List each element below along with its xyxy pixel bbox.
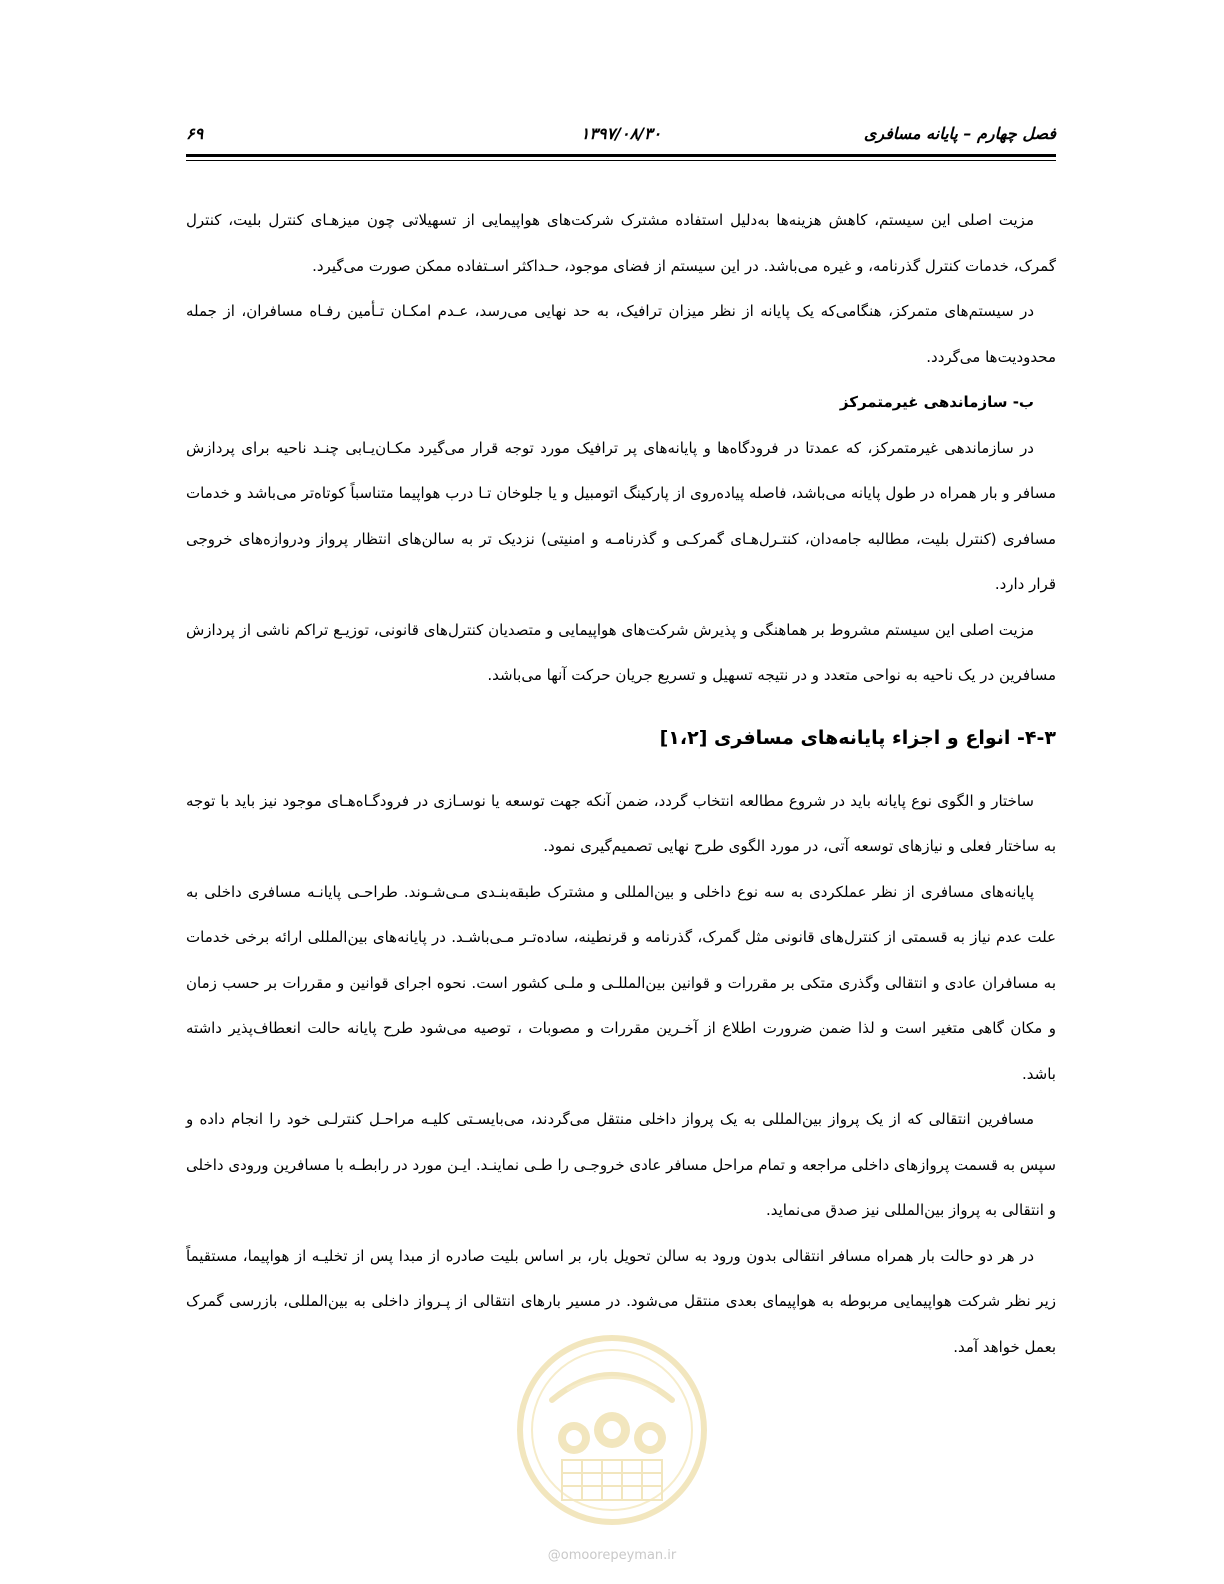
page-header [186,118,1056,154]
paragraph: در سیستم‌های متمرکز، هنگامی‌که یک پایانه از نظر میزان ترافیک، به حد نهایی می‌رسد، عـدم امکـان تـأمین رفـاه مسافران، از جمله محدودیت‌ها می‌گردد. [186,302,1056,366]
header-rule-thin [186,160,1056,161]
paragraph: مسافرین انتقالی که از یک پرواز بین‌المللی به یک پرواز داخلی منتقل می‌گردند، می‌بایسـتی کلیـه مراحـل کنترلـی خود را انجام داده و سپس به قسمت پروازهای داخلی مراجعه و تمام مراحل مسافر عادی خروجـی را طـی نماینـد. ایـن مورد در رابطـه با مسافرین ورودی داخلی و انتقالی به پرواز بین‌المللی نیز صدق می‌نماید. [186,1110,1056,1219]
chapter-title: فصل چهارم – پایانه مسافری [863,124,1056,143]
subheading: ب- سازماندهی غیرمتمرکز [839,393,1034,411]
section-title: ۴-۳- انواع و اجزاء پایانه‌های مسافری [۱،۲] [659,726,1056,749]
paragraph: مزیت اصلی این سیستم مشروط بر هماهنگی و پذیرش شرکت‌های هواپیمایی و متصدیان کنترل‌های قانونی، توزیـع تراکم ناشی از پردازش مسافرین در یک ناحیه به نواحی متعدد و در نتیجه تسهیل و تسریع جریان حرکت آنها می‌باشد. [186,620,1056,684]
document-body [186,198,1056,1370]
header-date: ۱۳۹۷/۰۸/۳۰ [580,124,662,143]
paragraph: در سازماندهی غیرمتمرکز، که عمدتا در فرودگاه‌ها و پایانه‌های پر ترافیک مورد توجه قرار می‌گیرد مکـان‌یـابی چنـد ناحیه برای پردازش مسافر و بار همراه در طول پایانه می‌باشد، فاصله پیاده‌روی از پارکینگ اتومبیل و یا جلوخان تـا درب هواپیما متناسباً کوتاه‌تر می‌باشد و خدمات مسافری (کنترل بلیت، مطالبه جامه‌دان، کنتـرل‌هـای گمرکـی و گذرنامـه و امنیتی) نزدیک تر به سالن‌های انتظار پرواز ودروازه‌های خروجی قرار دارد. [186,438,1056,593]
paragraph: پایانه‌های مسافری از نظر عملکردی به سه نوع داخلی و بین‌المللی و مشترک طبقه‌بنـدی مـی‌شـوند. طراحـی پایانـه مسافری داخلی به علت عدم نیاز به قسمتی از کنترل‌های قانونی مثل گمرک، گذرنامه و قرنطینه، ساده‌تـر مـی‌باشـد. در پایانه‌های بین‌المللی ارائه برخی خدمات به مسافران عادی و انتقالی وگذری متکی بر مقررات و قوانین بین‌المللـی و ملـی کشور است. نحوه اجرای قوانین و مقررات بر حسب زمان و مکان گاهی متغیر است و لذا ضمن ضرورت اطلاع از آخـرین مقررات و مصوبات ، توصیه می‌شود طرح پایانه حالت انعطاف‌پذیر داشته باشد. [186,882,1056,1083]
paragraph: در هر دو حالت بار همراه مسافر انتقالی بدون ورود به سالن تحویل بار، بر اساس بلیت صادره از مبدا پس از تخلیـه از هواپیما، مستقیماً زیر نظر شرکت هواپیمایی مربوطه به هواپیمای بعدی منتقل می‌شود. در مسیر بارهای انتقالی از پـرواز داخلی به بین‌المللی، بازرسی گمرک بعمل خواهد آمد. [186,1246,1056,1356]
header-rule-thick [186,154,1056,157]
paragraph: مزیت اصلی این سیستم، کاهش هزینه‌ها به‌دلیل استفاده مشترک شرکت‌های هواپیمایی از تسهیلاتی چون میزهـای کنترل بلیت، کنترل گمرک، خدمات کنترل گذرنامه، و غیره می‌باشد. در این سیستم از فضای موجود، حـداکثر اسـتفاده ممکن صورت می‌گیرد. [186,211,1056,275]
paragraph: ساختار و الگوی نوع پایانه باید در شروع مطالعه انتخاب گردد، ضمن آنکه جهت توسعه یا نوسـازی در فرودگـاه‌هـای موجود نیز باید با توجه به ساختار فعلی و نیازهای توسعه آتی، در مورد الگوی طرح نهایی تصمیم‌گیری نمود. [186,791,1056,855]
watermark-seal-icon [512,1330,712,1530]
page-number: ۶۹ [186,124,204,143]
footer-url: @omoorepeyman.ir [547,1548,677,1563]
